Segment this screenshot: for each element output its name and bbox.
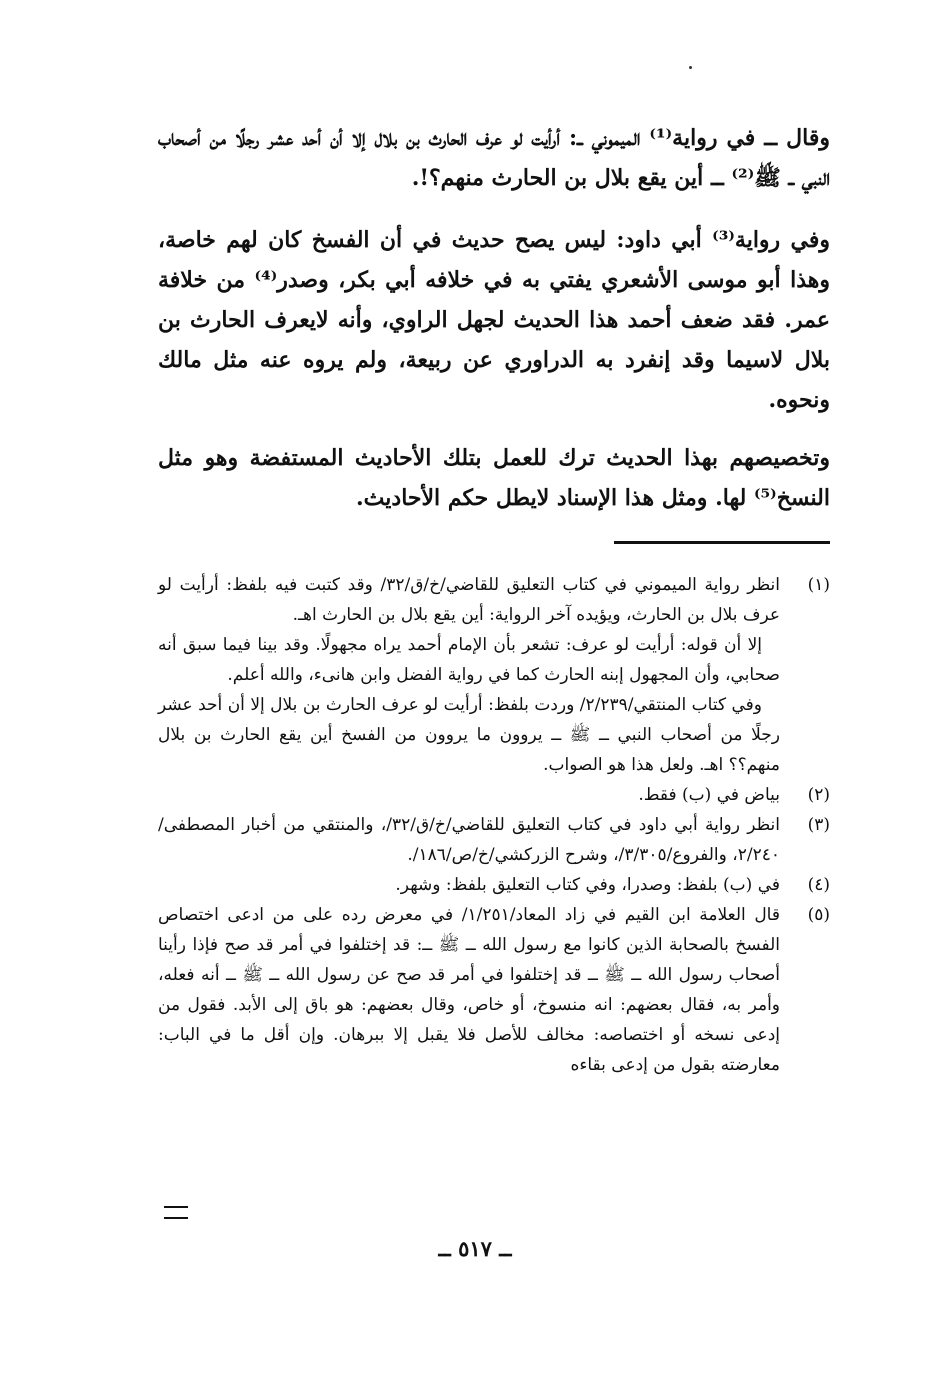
footnote-text bbox=[158, 870, 780, 900]
footnote-paragraph: انظر رواية الميموني في كتاب التعليق للقاضي/خ/ق/٣٢/ وقد كتبت فيه بلفظ: أرأيت لو عرف بلال بن الحارث، ويؤيده آخر الرواية: أين يقع بلال بن الحارث اهـ. bbox=[158, 575, 780, 625]
footnote-text bbox=[158, 900, 780, 1080]
footnote-paragraph: وفي كتاب المنتقي/٢/٢٣٩/ وردت بلفظ: أرأيت لو عرف الحارث بن بلال إلا أن أحد عشر رجلًا من أصحاب النبي ــ ﷺ ــ يروون ما يروون من الفسخ أين يقع الحارث بن بلال منهم؟؟ اهـ. ولعل هذا هو الصواب. bbox=[158, 695, 780, 775]
footnote-paragraph: إلا أن قوله: أرأيت لو عرف: تشعر بأن الإمام أحمد يراه مجهولًا. وقد بينا فيما سبق أنه صحابي، وأن المجهول إبنه الحارث كما في رواية الفضل وابن هانىء، والله أعلم. bbox=[158, 635, 780, 685]
footnote-number: (١) bbox=[807, 575, 830, 595]
paragraph-3: وتخصيصهم بهذا الحديث ترك للعمل بتلك الأحاديث المستفضة وهو مثل النسخ⁽⁵⁾ لها. ومثل هذا الإسناد لايطل حكم الأحاديث. bbox=[158, 445, 830, 511]
footnote-number: (٥) bbox=[807, 905, 830, 925]
footnote-text bbox=[158, 780, 780, 810]
speck bbox=[689, 66, 692, 69]
footnote-4 bbox=[158, 870, 830, 900]
footnote-text bbox=[158, 810, 780, 870]
footnote-5 bbox=[158, 900, 830, 1080]
continuation-mark bbox=[164, 1206, 188, 1219]
footnote-paragraph: بياض في (ب) فقط. bbox=[638, 785, 780, 805]
footnote-2 bbox=[158, 780, 830, 810]
footnotes bbox=[158, 570, 830, 1080]
footnote-number: (٣) bbox=[807, 815, 830, 835]
footnote-paragraph: قال العلامة ابن القيم في زاد المعاد/١/٢٥١/ في معرض رده على من ادعى اختصاص الفسخ بالصحابة الذين كانوا مع رسول الله ــ ﷺ ــ: قد إختلفوا في أمر قد صح فإذا رأينا أصحاب رسول الله ــ ﷺ ــ قد إختلفوا في أمر قد صح عن رسول الله ــ ﷺ ــ أنه فعله، وأمر به، فقال بعضهم: انه منسوخ، أو خاص، وقال بعضهم: هو باق إلى الأبد. فقول من إدعى نسخه أو اختصاصه: مخالف للأصل فلا يقبل إلا ببرهان. وإن أقل ما في الباب: معارضته بقول من إدعى بقاءه bbox=[158, 905, 780, 1075]
page-number: ــ ٥١٧ ــ bbox=[438, 1236, 512, 1261]
main-text bbox=[158, 118, 830, 518]
paragraph-2: وفي رواية⁽³⁾ أبي داود: ليس يصح حديث في أن الفسخ كان لهم خاصة، وهذا أبو موسى الأشعري يفتي به في خلافه أبي بكر، وصدر⁽⁴⁾ من خلافة عمر. فقد ضعف أحمد هذا الحديث لجهل الراوي، وأنه لايعرف الحارث بن بلال لاسيما وقد إنفرد به الدراوري عن ربيعة، ولم يروه عنه مثل مالك ونحوه. bbox=[158, 227, 831, 413]
footnote-1 bbox=[158, 570, 830, 780]
footnote-paragraph: انظر رواية أبي داود في كتاب التعليق للقاضي/خ/ق/٣٢/، والمنتقي من أخبار المصطفى/٢/٢٤٠، والفروع/٣/٣٠٥/، وشرح الزركشي/خ/ص/١٨٦/. bbox=[158, 815, 781, 865]
footnote-number: (٢) bbox=[807, 785, 830, 805]
paragraph-1: وقال ــ في رواية⁽¹⁾ الميموني ــ: أرأيت لو عرف الحارث بن بلال إلا أن أحد عشر رجلًا من أصحاب النبي ــ ﷺ⁽²⁾ ــ أين يقع بلال بن الحارث منهم؟!. bbox=[158, 125, 830, 191]
footnote-3 bbox=[158, 810, 830, 870]
footnote-separator bbox=[614, 541, 830, 544]
footnote-text bbox=[158, 570, 780, 780]
footnote-paragraph: في (ب) بلفظ: وصدرا، وفي كتاب التعليق بلفظ: وشهر. bbox=[395, 875, 780, 895]
footnote-number: (٤) bbox=[807, 875, 830, 895]
